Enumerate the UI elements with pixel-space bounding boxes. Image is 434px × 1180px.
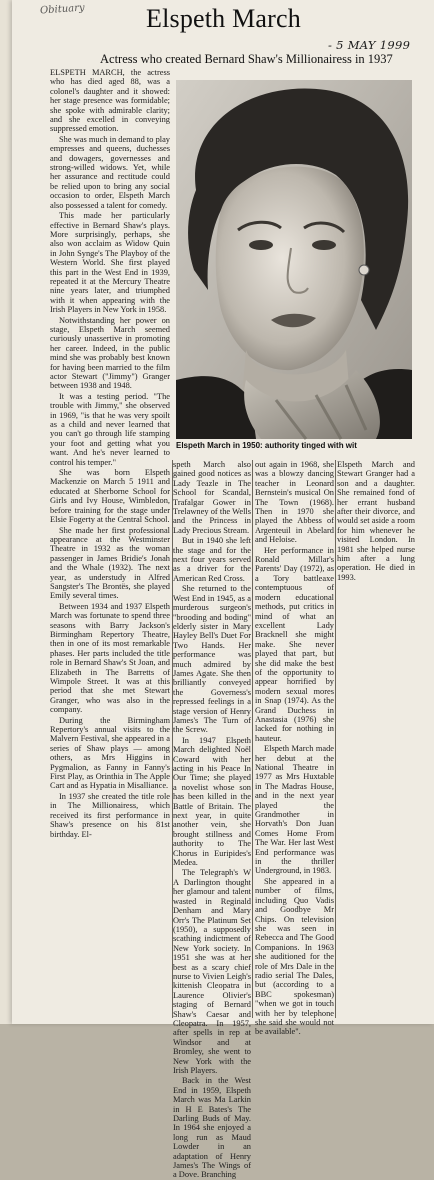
paragraph: Elspeth March and Stewart Granger had a son and a daughter. She remained fond of her errant husband after their divorce, and would set aside a room for him whenever he visited London. In 1981 she helped nurse him after a lung operation. He died in 1993. xyxy=(337,460,415,582)
article-column-4 xyxy=(337,460,415,1020)
paragraph: She was born Elspeth Mackenzie on March 5 1911 and educated at Sherborne School for Girls and Ivy House, Wimbledon, before training for the stage under Elsie Fogerty at the Central School. xyxy=(50,468,170,525)
article-column-2 xyxy=(173,460,251,1180)
photo-caption: Elspeth March in 1950: authority tinged with wit xyxy=(176,441,357,450)
article-column-3 xyxy=(255,460,334,1037)
paragraph: She was much in demand to play empresses and queens, duchesses and dowagers, governesses and strong-willed widows. Yet, while her assurance and rectitude could be relied upon to bring any social occasion to order, Elspeth March also possessed a talent for comedy. xyxy=(50,134,170,210)
date-stamp: - 5 MAY 1999 xyxy=(328,38,411,52)
paragraph: It was a testing period. "The trouble with Jimmy," she observed in 1969, "is that he was very spoilt as a child and never learned that you can't go through life stamping your foot and getting what you want. And he's never learned to control his temper." xyxy=(50,391,170,467)
paragraph: ELSPETH MARCH, the actress who has died aged 88, was a colonel's daughter and it showed: her stage presence was formidable; she spoke with admirable clarity; and she excelled in conveying suppressed emotion. xyxy=(50,68,170,134)
paragraph: Between 1934 and 1937 Elspeth March was fortunate to spend three seasons with Barry Jackson's Birmingham Repertory Theatre, then in one of its most remarkable phases. Her parts included the title role in Bernard Shaw's St Joan, and Elizabeth in The Barretts of Wimpole Street. It was at this period that she met Stewart Granger, who was also in the company. xyxy=(50,601,170,715)
paragraph: Notwithstanding her power on stage, Elspeth March seemed curiously unassertive in promoting her career. Indeed, in the public mind she was probably best known for having been married to the film actor Stewart ("Jimmy") Granger between 1938 and 1948. xyxy=(50,315,170,391)
paragraph: out again in 1968, she was a blowzy dancing teacher in Leonard Bernstein's musical On The Town (1968). Then in 1970 she played the Abbess of Argenteuil in Abelard and Heloise. xyxy=(255,460,334,545)
paragraph: During the Birmingham Repertory's annual visits to the Malvern Festival, she appeared in a series of Shaw plays — among others, as Mrs Higgins in Pygmalion, as Fanny in Fanny's First Play, as Orinthia in The Apple Cart and as Hypatia in Misalliance. xyxy=(50,715,170,791)
paragraph: The Telegraph's W A Darlington thought her glamour and talent wasted in Reginald Denham and Mary Orr's The Platinum Set (1950), a supposedly scathing indictment of New York society. In 1951 she was at her best as a scary chief nurse to Vivien Leigh's kittenish Cleopatra in Laurence Olivier's staging of Bernard Shaw's Caesar and Cleopatra. In 1957, after spells in rep at Windsor and at Bromley, she went to New York with the Irish Players. xyxy=(173,868,251,1075)
column-divider xyxy=(252,460,253,1018)
column-divider xyxy=(335,460,336,1018)
paragraph: This made her particularly effective in Bernard Shaw's plays. More surprisingly, perhaps, she also won acclaim as Widow Quin in John Synge's The Playboy of the Western World. She first played this part in the West End in 1939, repeated it at the Mercury Theatre nine years later, and triumphed with it when appearing with the Irish Players in New York in 1958. xyxy=(50,211,170,315)
portrait-photo xyxy=(176,80,412,439)
handwritten-note: Obituary xyxy=(39,2,85,17)
paragraph: Elspeth March made her debut at the National Theatre in 1977 as Mrs Huxtable in The Madras House, and in the next year played the Grandmother in Horvath's Don Juan Comes Home From The War. Her last West End performance was in the thriller Underground, in 1983. xyxy=(255,744,334,876)
paragraph: In 1947 Elspeth March delighted Noël Coward with her acting in his Peace In Our Time; she played a novelist whose son has been killed in the Battle of Britain. The next year, in quite another vein, she brought stillness and authority to The Chorus in Euripides's Medea. xyxy=(173,735,251,868)
obituary-title: Elspeth March xyxy=(146,4,301,33)
paragraph: speth March also gained good notices as Lady Teazle in The School for Scandal, Trafalgar Gower in Trelawney of the Wells and the Princess in Lady Precious Stream. xyxy=(173,460,251,535)
paragraph: Back in the West End in 1959, Elspeth March was Ma Larkin in H E Bates's The Darling Buds of May. In 1964 she enjoyed a long run as Maud Lowder in an adaptation of Henry James's The Wings of a Dove. Branching xyxy=(173,1076,251,1180)
paragraph: She made her first professional appearance at the Westminster Theatre in 1932 as the woman passenger in James Bridie's Jonah and the Whale (1932). The next year, as understudy in Alfred Sangster's The Brontës, she played Emily several times. xyxy=(50,525,170,601)
portrait-image xyxy=(176,80,412,439)
paragraph: In 1937 she created the title role in The Millionairess, which received its first performance in Shaw's presence on his 81st birthday. El- xyxy=(50,791,170,839)
paragraph: But in 1940 she left the stage and for the next four years served as a driver for the American Red Cross. xyxy=(173,536,251,583)
paragraph: She appeared in a number of films, including Quo Vadis and Goodbye Mr Chips. On television she was seen in Rebecca and The Good Companions. In 1963 she auditioned for the role of Mrs Dale in the radio serial The Dales, but (according to a BBC spokesman) "when we got in touch with her by telephone she said she would not be available". xyxy=(255,876,334,1037)
obituary-subtitle: Actress who created Bernard Shaw's Millionairess in 1937 xyxy=(100,52,393,66)
paragraph: Her performance in Ronald Millar's Parents' Day (1972), as a Tory battleaxe contemptuous of modern educational methods, put critics in mind of what an excellent Lady Bracknell she might make. She never played that part, but she did make the best of the opportunity to appear horrified by modern sexual mores in Snap (1974). As the Grand Duchess in Anastasia (1976) she lacked for nothing in hauteur. xyxy=(255,545,334,743)
article-column-1 xyxy=(50,68,170,1018)
paragraph: She returned to the West End in 1945, as a murderous surgeon's "brooding and boding" elderly sister in Mary Hayley Bell's Duet For Two Hands. Her performance was much admired by James Agate. She then brilliantly conveyed the Governess's repressed feelings in a stage version of Henry James's The Turn of the Screw. xyxy=(173,584,251,735)
